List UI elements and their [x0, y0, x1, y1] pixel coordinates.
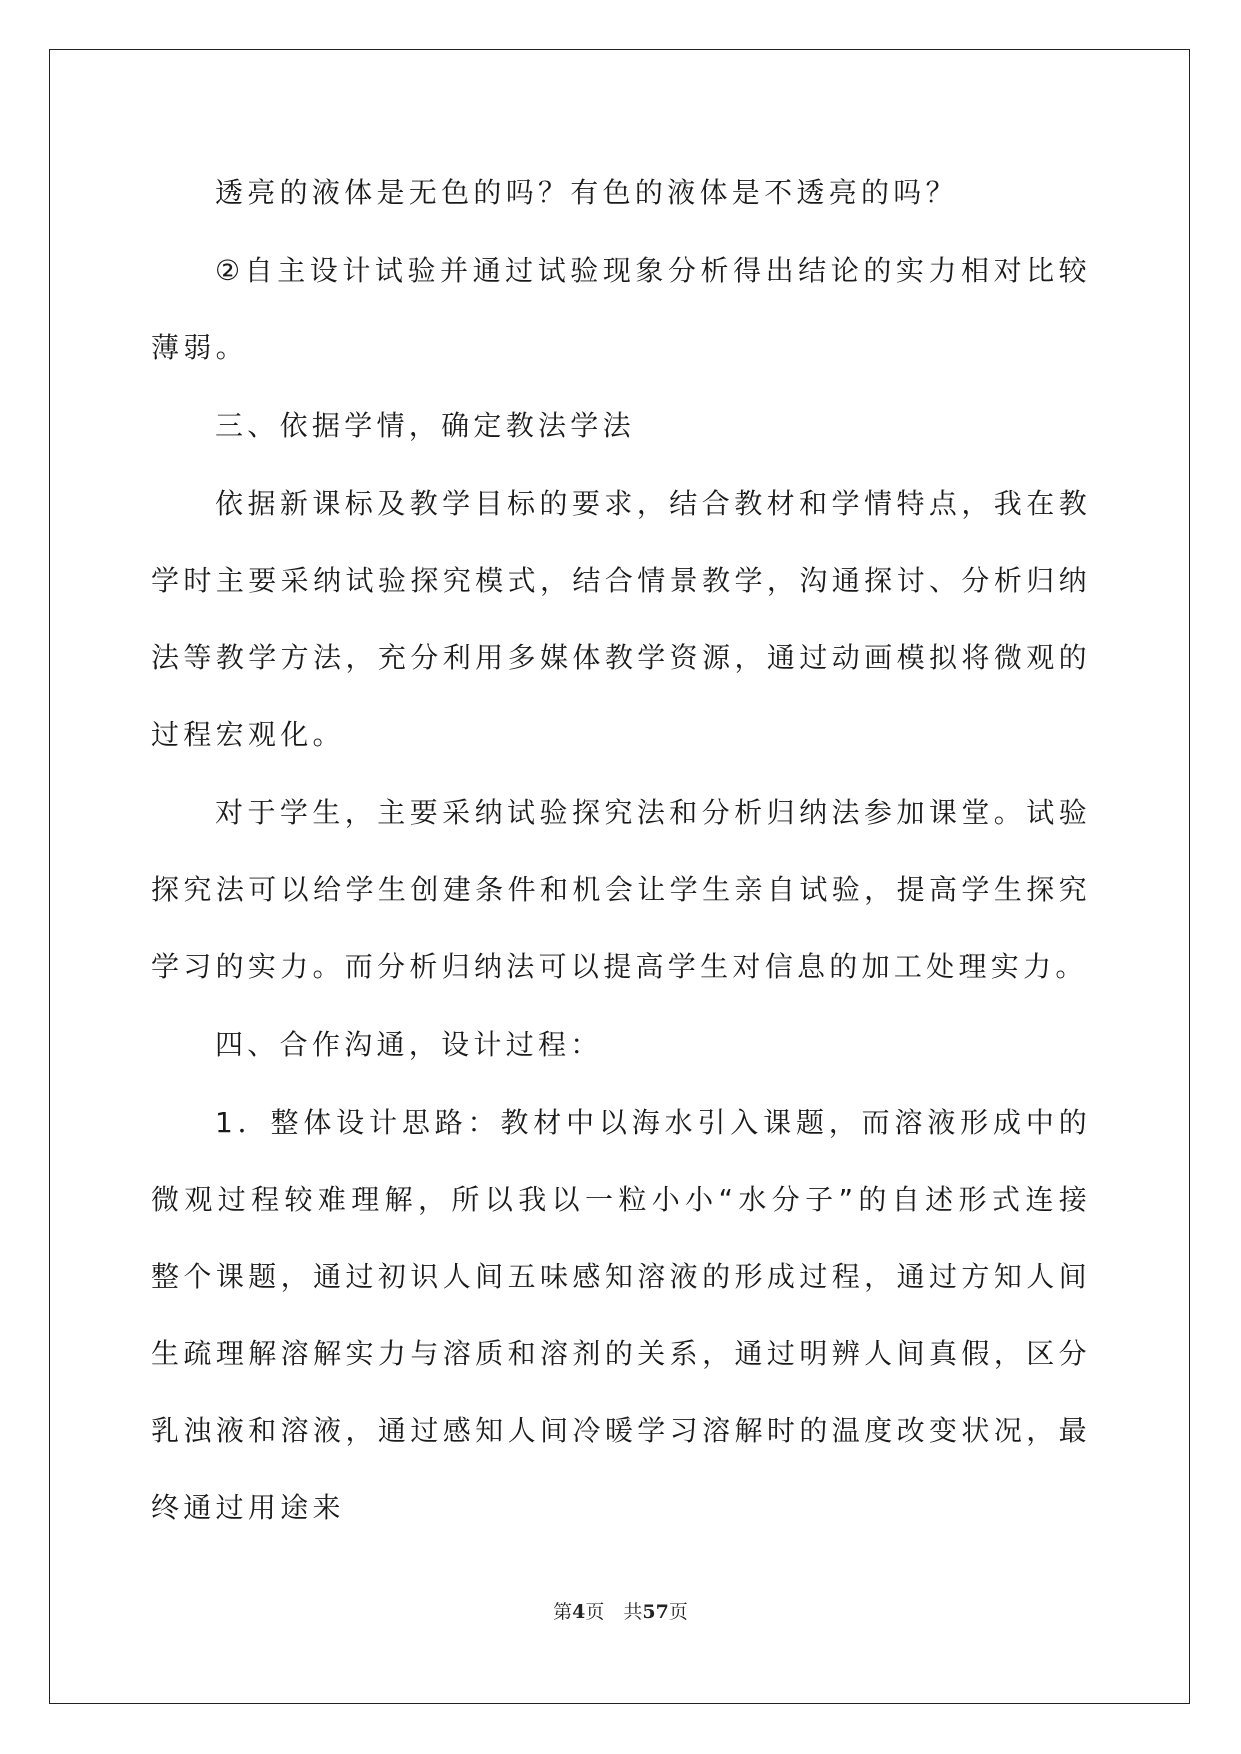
- paragraph-design-idea: 1．整体设计思路：教材中以海水引入课题，而溶液形成中的微观过程较难理解，所以我以一粒小小“水分子”的自述形式连接整个课题，通过初识人间五味感知溶液的形成过程，通过方知人间生疏理解溶解实力与溶质和溶剂的关系，通过明辨人间真假，区分乳浊液和溶液，通过感知人间冷暖学习溶解时的温度改变状况，最终通过用途来: [151, 1106, 1091, 1524]
- document-body: [151, 154, 1091, 1546]
- paragraph-question: 透亮的液体是无色的吗？有色的液体是不透亮的吗？: [215, 176, 958, 209]
- section-heading-4: 四、合作沟通，设计过程：: [215, 1028, 603, 1061]
- footer-suffix: 页: [668, 1601, 688, 1623]
- total-pages-number: 57: [642, 1601, 669, 1623]
- paragraph-teaching-methods: 依据新课标及教学目标的要求，结合教材和学情特点，我在教学时主要采纳试验探究模式，结合情景教学，沟通探讨、分析归纳法等教学方法，充分利用多媒体教学资源，通过动画模拟将微观的过程宏观化。: [151, 487, 1091, 751]
- footer-middle: 页 共: [585, 1601, 643, 1623]
- paragraph-learning-methods: 对于学生，主要采纳试验探究法和分析归纳法参加课堂。试验探究法可以给学生创建条件和机会让学生亲自试验，提高学生探究学习的实力。而分析归纳法可以提高学生对信息的加工处理实力。: [151, 796, 1091, 983]
- current-page-number: 4: [572, 1601, 586, 1623]
- footer-prefix: 第: [553, 1601, 573, 1623]
- page-footer: [0, 1597, 1241, 1624]
- section-heading-3: 三、依据学情，确定教法学法: [215, 409, 635, 442]
- paragraph-ability: ②自主设计试验并通过试验现象分析得出结论的实力相对比较薄弱。: [151, 254, 1091, 364]
